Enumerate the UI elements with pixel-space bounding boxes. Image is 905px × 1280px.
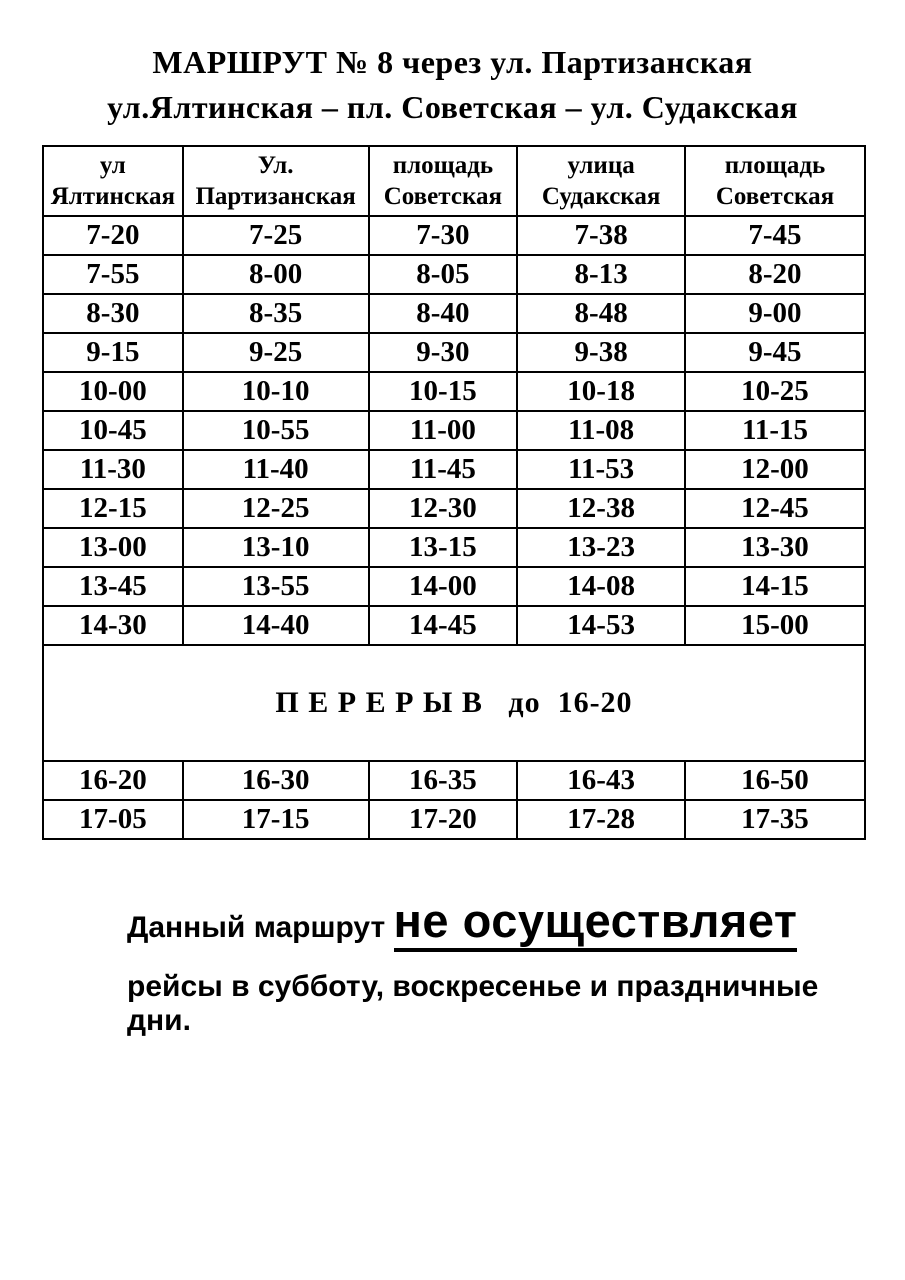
time-cell: 11-08: [517, 411, 685, 450]
time-cell: 17-05: [43, 800, 183, 839]
header-line: Ул.: [257, 152, 294, 179]
table-row: [43, 606, 865, 645]
header-yaltinskaya: [43, 146, 183, 216]
header-line: улица: [567, 152, 635, 179]
title-line-2: ул.Ялтинская – пл. Советская – ул. Судакская: [107, 89, 798, 125]
time-cell: 11-30: [43, 450, 183, 489]
time-cell: 16-43: [517, 761, 685, 800]
header-line: Ялтинская: [50, 183, 176, 210]
time-cell: 14-15: [685, 567, 865, 606]
header-line: ул: [99, 152, 126, 179]
time-cell: 7-20: [43, 216, 183, 255]
time-cell: 9-00: [685, 294, 865, 333]
time-cell: 14-30: [43, 606, 183, 645]
time-cell: 13-30: [685, 528, 865, 567]
time-cell: 9-45: [685, 333, 865, 372]
time-cell: 14-45: [369, 606, 518, 645]
page-title: [0, 40, 905, 130]
time-cell: 10-18: [517, 372, 685, 411]
time-cell: 17-20: [369, 800, 518, 839]
time-cell: 10-25: [685, 372, 865, 411]
time-cell: 15-00: [685, 606, 865, 645]
table-row: [43, 489, 865, 528]
time-cell: 13-00: [43, 528, 183, 567]
note-emphasis: не осуществляет: [394, 894, 798, 952]
time-cell: 9-15: [43, 333, 183, 372]
time-cell: 10-15: [369, 372, 518, 411]
time-cell: 8-05: [369, 255, 518, 294]
header-line: Партизанская: [195, 183, 356, 210]
break-section: [43, 645, 865, 761]
rows-before-break: [43, 216, 865, 645]
time-cell: 10-55: [183, 411, 369, 450]
time-cell: 8-48: [517, 294, 685, 333]
header-line: площадь: [392, 152, 494, 179]
time-cell: 12-45: [685, 489, 865, 528]
header-line: Судакская: [541, 183, 661, 210]
table-row: [43, 567, 865, 606]
table-row: [43, 216, 865, 255]
time-cell: 9-30: [369, 333, 518, 372]
table-row: [43, 255, 865, 294]
time-cell: 16-30: [183, 761, 369, 800]
note-line-1: [127, 893, 847, 948]
title-line-1: МАРШРУТ № 8 через ул. Партизанская: [152, 44, 753, 80]
header-row: [43, 146, 865, 216]
time-cell: 7-25: [183, 216, 369, 255]
time-cell: 9-25: [183, 333, 369, 372]
time-cell: 11-53: [517, 450, 685, 489]
table-row: [43, 800, 865, 839]
table-row: [43, 528, 865, 567]
time-cell: 11-40: [183, 450, 369, 489]
time-cell: 14-00: [369, 567, 518, 606]
time-cell: 7-55: [43, 255, 183, 294]
time-cell: 8-00: [183, 255, 369, 294]
time-cell: 13-55: [183, 567, 369, 606]
time-cell: 12-00: [685, 450, 865, 489]
header-partizanskaya: [183, 146, 369, 216]
time-cell: 10-45: [43, 411, 183, 450]
time-cell: 17-28: [517, 800, 685, 839]
break-row: [43, 645, 865, 761]
time-cell: 13-10: [183, 528, 369, 567]
table-row: [43, 333, 865, 372]
table-row: [43, 450, 865, 489]
header-line: Советская: [383, 183, 503, 210]
timetable: [42, 145, 866, 840]
time-cell: 12-38: [517, 489, 685, 528]
time-cell: 12-25: [183, 489, 369, 528]
rows-after-break: [43, 761, 865, 839]
time-cell: 8-20: [685, 255, 865, 294]
table-row: [43, 761, 865, 800]
time-cell: 14-08: [517, 567, 685, 606]
header-line: Советская: [715, 183, 835, 210]
time-cell: 9-38: [517, 333, 685, 372]
table-row: [43, 411, 865, 450]
time-cell: 13-15: [369, 528, 518, 567]
time-cell: 17-35: [685, 800, 865, 839]
time-cell: 12-15: [43, 489, 183, 528]
header-sovetskaya-1: [369, 146, 518, 216]
break-cell: [43, 645, 865, 761]
header-sovetskaya-2: [685, 146, 865, 216]
time-cell: 7-30: [369, 216, 518, 255]
time-cell: 7-45: [685, 216, 865, 255]
time-cell: 11-45: [369, 450, 518, 489]
table-row: [43, 372, 865, 411]
time-cell: 13-23: [517, 528, 685, 567]
time-cell: 12-30: [369, 489, 518, 528]
time-cell: 8-35: [183, 294, 369, 333]
note: [127, 893, 847, 1038]
break-label: П Е Р Е Р Ы В до 16-20: [275, 686, 633, 719]
time-cell: 14-40: [183, 606, 369, 645]
note-line-2: рейсы в субботу, воскресенье и праздничные дни.: [127, 970, 819, 1037]
time-cell: 10-10: [183, 372, 369, 411]
header-sudakskaya: [517, 146, 685, 216]
time-cell: 13-45: [43, 567, 183, 606]
note-prefix: Данный маршрут: [127, 911, 394, 944]
time-cell: 8-30: [43, 294, 183, 333]
time-cell: 10-00: [43, 372, 183, 411]
time-cell: 16-20: [43, 761, 183, 800]
time-cell: 16-35: [369, 761, 518, 800]
time-cell: 8-40: [369, 294, 518, 333]
time-cell: 17-15: [183, 800, 369, 839]
time-cell: 8-13: [517, 255, 685, 294]
time-cell: 11-15: [685, 411, 865, 450]
time-cell: 14-53: [517, 606, 685, 645]
header-line: площадь: [724, 152, 826, 179]
table-row: [43, 294, 865, 333]
time-cell: 11-00: [369, 411, 518, 450]
time-cell: 7-38: [517, 216, 685, 255]
time-cell: 16-50: [685, 761, 865, 800]
